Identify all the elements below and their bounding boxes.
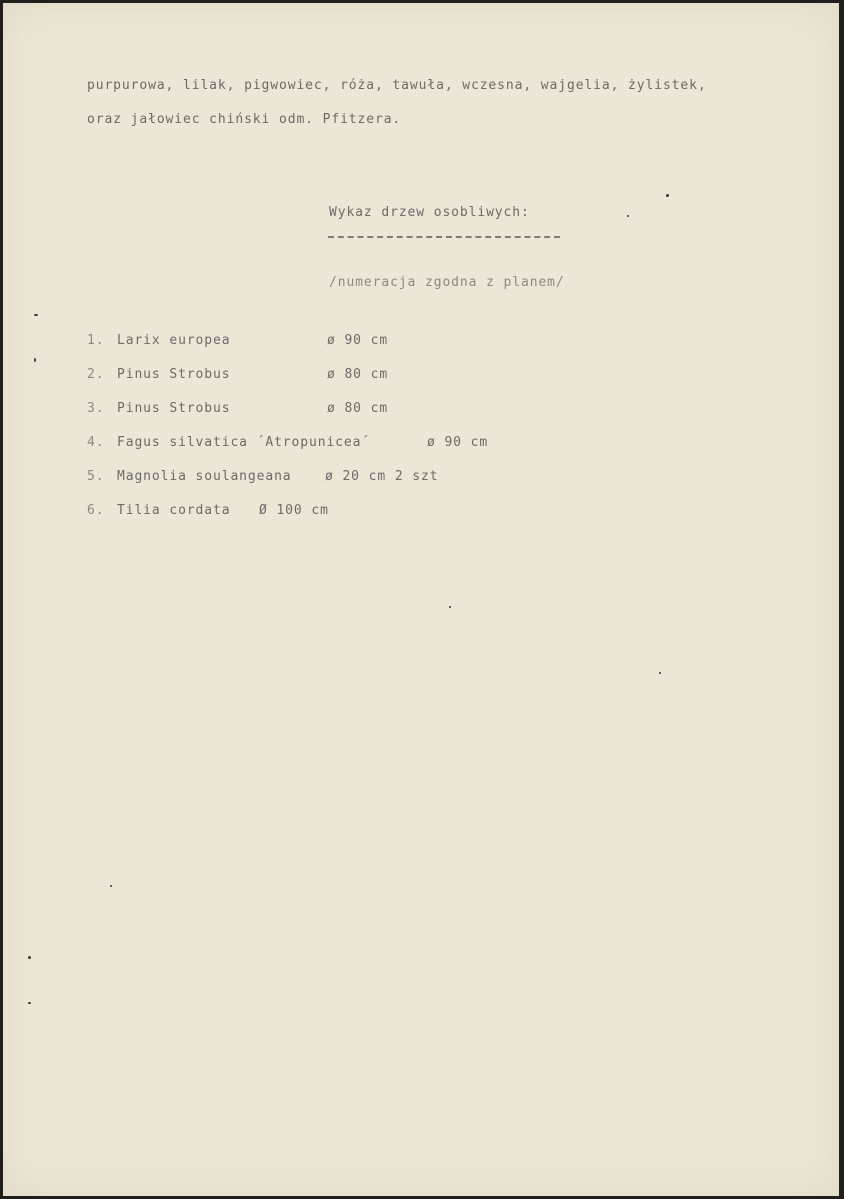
tree-diameter: ø 20 cm 2 szt xyxy=(325,469,439,484)
tree-name: Pinus Strobus xyxy=(117,401,231,416)
paper-speck xyxy=(627,215,629,217)
paper-speck xyxy=(34,314,38,316)
tree-name: Pinus Strobus xyxy=(117,367,231,382)
item-number: 1. xyxy=(87,333,105,348)
item-number: 6. xyxy=(87,503,105,518)
item-number: 3. xyxy=(87,401,105,416)
heading-underline xyxy=(328,236,560,238)
paper-speck xyxy=(34,358,36,362)
paper-speck xyxy=(28,1002,31,1004)
tree-diameter: ø 90 cm xyxy=(427,435,489,450)
paper-speck xyxy=(666,194,669,197)
intro-line-1: purpurowa, lilak, pigwowiec, róża, tawuła, wczesna, wajgelia, żylistek, xyxy=(87,78,707,93)
item-number: 2. xyxy=(87,367,105,382)
list-heading: Wykaz drzew osobliwych: xyxy=(329,205,530,220)
tree-name: Tilia cordata xyxy=(117,503,231,518)
document-page xyxy=(3,3,839,1196)
item-number: 5. xyxy=(87,469,105,484)
tree-diameter: ø 90 cm xyxy=(327,333,389,348)
tree-diameter: ø 80 cm xyxy=(327,367,389,382)
paper-speck xyxy=(110,885,112,887)
tree-diameter: ø 80 cm xyxy=(327,401,389,416)
tree-name: Magnolia soulangeana xyxy=(117,469,292,484)
tree-name: Fagus silvatica ´Atropunicea´ xyxy=(117,435,371,450)
intro-line-2: oraz jałowiec chiński odm. Pfitzera. xyxy=(87,112,402,127)
list-subheading: /numeracja zgodna z planem/ xyxy=(329,275,565,290)
tree-diameter: Ø 100 cm xyxy=(259,503,329,518)
item-number: 4. xyxy=(87,435,105,450)
tree-name: Larix europea xyxy=(117,333,231,348)
paper-speck xyxy=(449,606,451,608)
paper-speck xyxy=(28,956,31,959)
paper-speck xyxy=(659,672,661,674)
